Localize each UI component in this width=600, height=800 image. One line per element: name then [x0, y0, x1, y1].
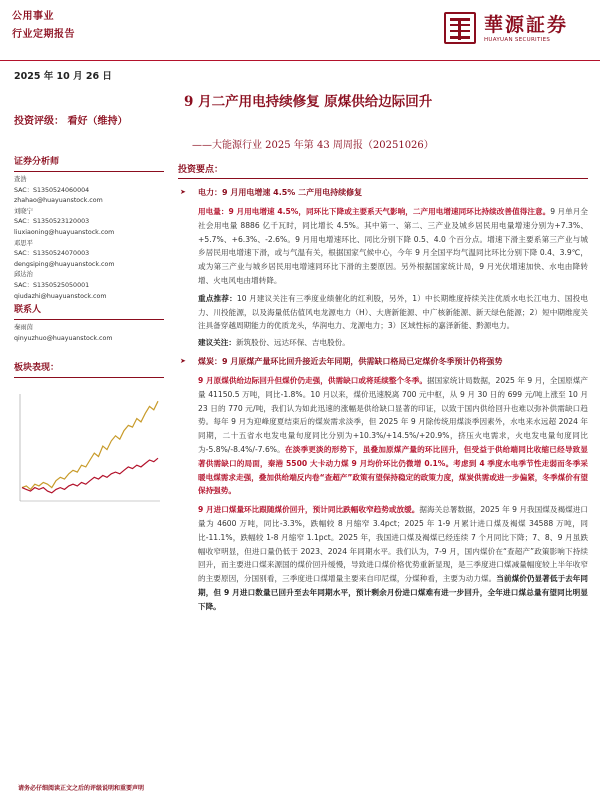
investment-points-heading: 投资要点： — [178, 162, 588, 179]
contact-entry — [14, 323, 164, 344]
paragraph-highlight: 当前煤价仍显著低于去年同期，但 9 月进口数量已回升至去年同期水平，预计剩余月份进口煤难有进一步回升，全年进口煤总量有望同比明显下降。 — [198, 574, 589, 611]
contacts-section — [14, 302, 164, 344]
suggested-attention-paragraph — [178, 336, 588, 350]
paragraph-highlight: 在淡季更淡的形势下，虽叠加原煤产量的环比回升，但受益于供给端同比收缩已经导致显著供需缺口的局面，秦港 5500 大卡动力煤 9 月均价环比仍微增 0.1%。考虑到 4 季度水电季节性走弱而冬季采暖电煤需求走强，叠加供给端反内卷“查超产”政策有望保持稳定的政策力度，煤炭供需或进一步偏紧，冬季煤价有望保持强势。 — [198, 444, 588, 496]
report-date: 2025 年 10 月 26 日 — [14, 71, 112, 82]
contact-name: 秦雨茵 — [14, 324, 33, 331]
main-content — [178, 162, 588, 617]
coal-supply-paragraph — [178, 374, 588, 498]
analyst-email[interactable]: liuxiaoning@huayuanstock.com — [14, 228, 115, 236]
power-consumption-paragraph — [178, 205, 588, 288]
analyst-email[interactable]: dengsiping@huayuanstock.com — [14, 260, 115, 268]
analysts-heading: 证券分析师 — [14, 154, 164, 172]
analyst-sac: SAC：S1350525050001 — [14, 281, 90, 289]
coal-import-paragraph — [178, 503, 588, 613]
report-type-label: 行业定期报告 — [12, 29, 75, 40]
analyst-name: 查浩 — [14, 176, 27, 183]
analyst-sac: SAC：S1350523120003 — [14, 218, 90, 226]
performance-section — [14, 360, 164, 378]
key-recommendations-paragraph — [178, 292, 588, 333]
analysts-section — [14, 154, 164, 302]
analyst-name: 邱达治 — [14, 271, 33, 279]
power-section-title: 电力：9 月用电增速 4.5% 二产用电持续修复 — [198, 188, 363, 197]
paragraph-body: 新筑股份、远达环保、吉电股份。 — [235, 338, 350, 348]
analyst-email[interactable]: zhahao@huayuanstock.com — [14, 197, 103, 205]
seal-icon — [444, 12, 476, 44]
brand-name-cn: 華源証券 — [484, 14, 569, 36]
analyst-sac: SAC：S1350524060004 — [14, 186, 90, 194]
contact-email[interactable]: qinyuzhuo@huayuanstock.com — [14, 334, 113, 342]
report-title: 9 月二产用电持续修复 原煤供给边际回升 — [184, 94, 433, 110]
coal-section-bullet — [178, 356, 588, 367]
header-left — [12, 8, 75, 44]
paragraph-lead: 用电量：9 月用电增速 4.5%，同环比下降或主要系天气影响，二产用电增速同环比持续改善值得注意。 — [198, 207, 551, 216]
paragraph-body: 9 月单月全社会用电量 8886 亿千瓦时，同比增长 4.5%。其中第一、第二、三产业及城乡居民用电量增速分别为+7.3%、+5.7%、+6.3%、-2.6%。9 月用电增速环比、同比分别下降 0.5、4.0 个百分点。增速下滑主要系第三产业与城乡居民用电增速下滑，或与气温有关，根据国家气候中心，今年 9 月全国平均气温同比环比分别下降 0.4、3.9℃，或为第三产业与城乡居民用电增速同环比下滑的主要原因。另外根据国家统计局，9 月光伏增速加快、水电由降转增、火电风电由增转降。 — [198, 207, 588, 285]
paragraph-lead: 9 月进口煤量环比跟随煤价回升，预计同比跌幅收窄趋势或放缓。 — [198, 505, 420, 515]
contacts-heading: 联系人 — [14, 302, 164, 320]
report-subtitle: ——大能源行业 2025 年第 43 周周报（20251026） — [192, 140, 434, 151]
sector-label: 公用事业 — [12, 11, 54, 22]
performance-chart — [14, 386, 164, 516]
analyst-sac: SAC：S1350524070003 — [14, 250, 90, 258]
series-line-1 — [22, 458, 158, 493]
paragraph-lead: 建议关注： — [198, 338, 236, 348]
analyst-entry — [14, 207, 164, 239]
brand-name-en: HUAYUAN SECURITIES — [484, 37, 551, 43]
coal-section-title: 煤炭：9 月原煤产量环比回升接近去年同期，供需缺口格局已定煤价冬季预计仍将强势 — [198, 356, 503, 366]
investment-rating: 投资评级： 看好（维持） — [14, 116, 128, 127]
performance-heading: 板块表现： — [14, 360, 164, 378]
analyst-name: 刘晓宁 — [14, 207, 33, 215]
brand-logo — [444, 12, 594, 52]
analyst-email[interactable]: qiudazhi@huayuanstock.com — [14, 292, 107, 300]
paragraph-body: 据海关总署数据，2025 年 9 月我国煤及褐煤进口量为 4600 万吨，同比-3.3%，跌幅较 8 月缩窄 3.4pct；2025 年 1-9 月累计进口煤及褐煤 34588 万吨，同比-11.1%，跌幅较 1-8 月缩窄 1.1pct。2025 年，我国进口煤及褐煤已经连续 7 个月同比下降；7、8、9 月虽跌幅收窄明显，但进口量仍低于 2023、2024 年同期水平。我们认为，7-9 月，国内煤价在“查超产”政策影响下持续回升，而主要进口煤来源国的煤价回升缓慢，导致进口煤价格优势重新显现，是三季度进口煤减量幅度较上半年收窄的主要原因，分国别看，三季度进口煤增量主要来自印尼煤，分煤种看，主要为动力煤。 — [198, 505, 588, 584]
paragraph-body: 10 月建议关注有三季度业绩催化的红利股，另外，1）中长期维度持续关注优质水电长江电力、国投电力、川投能源，以及海量低估值风电龙源电力（H）、大唐新能源、中广核新能源、新天绿色能源；2）短中期维度关注具备穿越周期能力的优质龙头，华润电力、龙源电力；3）区域性标的嘉泽新能、黔源电力。 — [198, 293, 589, 331]
analyst-entry — [14, 239, 164, 271]
header-divider — [0, 60, 600, 61]
analyst-entry — [14, 270, 164, 302]
arrow-bullet-icon: ➤ — [180, 188, 186, 196]
power-section-bullet — [178, 187, 588, 198]
paragraph-lead: 9 月原煤供给边际回升但煤价仍走强，供需缺口或将延续整个冬季。 — [198, 375, 427, 385]
disclaimer-footer: 请务必仔细阅读正文之后的评级说明和重要声明 — [18, 785, 145, 792]
analyst-entry — [14, 175, 164, 207]
arrow-bullet-icon: ➤ — [180, 356, 186, 365]
analyst-name: 邓思平 — [14, 239, 33, 247]
paragraph-lead: 重点推荐： — [198, 293, 237, 303]
paragraph-body: 据国家统计局数据，2025 年 9 月，全国原煤产量 41150.5 万吨，同比-1.8%。10 月以来，煤价迅速脱离 700 元中枢，从 9 月 30 日的 699 元/吨上涨至 10 月 23 日的 770 元/吨，我们认为如此迅速的涨幅是供给缺口显著的印证，以致于国内供给回升也难以弥补供需缺口趋势。每年 9 月为迎峰度夏结束后的煤炭需求淡季，但 2025 年 9 月除传统用煤淡季因素外，水电来水远超 2024 年同期，二十五省水电发电量旬度同比分别为+10.3%/+14.5%/+20.9%，挤压火电需求，火电发电量旬度同比为-5.8%/-8.4%/-7.6%。 — [198, 375, 588, 454]
series-line-0 — [22, 401, 158, 489]
